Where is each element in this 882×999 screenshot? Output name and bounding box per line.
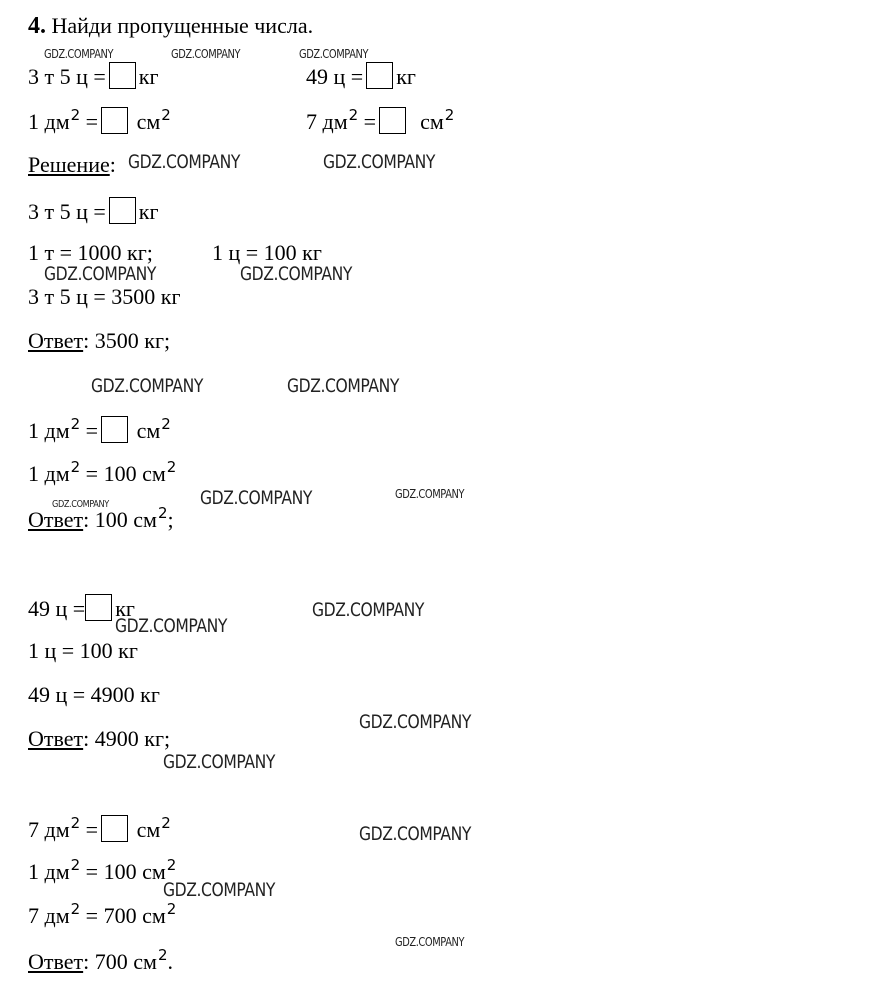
expr-text: = [80,817,99,842]
expr-text: = 100 см [80,461,166,486]
watermark: GDZ.COMPANY [52,499,109,510]
task-number: 4. [28,13,46,39]
superscript: 2 [166,458,177,476]
answer-value: : 3500 кг; [83,328,171,353]
answer-box [366,62,393,89]
unit-text: см [420,109,444,134]
s3-line2 [28,682,160,708]
expr-text: 7 дм [28,903,70,928]
expr-text: 1 дм [28,859,70,884]
expr-text: 49 ц = [28,596,86,621]
s3-line1 [28,638,138,664]
expr-text: 7 дм [28,817,70,842]
watermark: GDZ.COMPANY [163,879,276,901]
answer-label: Ответ [28,726,84,751]
task-text: Найди пропущенные числа. [51,13,314,38]
unit-text: см [136,109,161,134]
answer-box [109,62,136,89]
s2-question [28,416,171,446]
s2-line1 [28,458,177,489]
watermark: GDZ.COMPANY [163,751,276,773]
expr-text: 49 ц = 4900 кг [28,682,160,707]
superscript: 2 [161,814,171,832]
answer-box [379,107,406,134]
expr-text: = [80,418,99,443]
solution-heading [28,152,116,178]
superscript: 2 [157,946,168,964]
answer-box [101,815,128,842]
expr-text: 3 т 5 ц = [28,199,106,224]
expr-text: 3 т 5 ц = 3500 кг [28,284,181,309]
watermark: GDZ.COMPANY [323,151,436,173]
watermark: GDZ.COMPANY [287,375,400,397]
unit-text: см [136,418,161,443]
superscript: 2 [157,504,168,522]
watermark: GDZ.COMPANY [44,263,157,285]
superscript: 2 [166,856,177,874]
watermark: GDZ.COMPANY [299,47,369,61]
expr-text: 1 т = 1000 кг; [28,240,153,265]
unit-text: кг [138,199,159,224]
expr-text: = [80,109,99,134]
problem-row1-right [306,62,416,90]
answer-box [101,107,128,134]
watermark: GDZ.COMPANY [91,375,204,397]
unit-text: кг [396,64,416,89]
unit-text: см [136,817,161,842]
s1-question [28,197,159,225]
answer-box [101,416,128,443]
superscript: 2 [348,106,359,124]
superscript: 2 [166,900,177,918]
watermark: GDZ.COMPANY [200,487,313,509]
answer-value: : 700 см [83,949,157,974]
superscript: 2 [161,106,171,124]
answer-value: : 4900 кг; [83,726,171,751]
expr-text: 3 т 5 ц = [28,64,106,89]
watermark: GDZ.COMPANY [359,823,472,845]
watermark: GDZ.COMPANY [115,615,228,637]
superscript: 2 [70,900,81,918]
expr-text: 1 дм [28,109,70,134]
s4-question [28,815,171,845]
s4-line1 [28,856,177,887]
expr-text: = 700 см [80,903,166,928]
watermark: GDZ.COMPANY [128,151,241,173]
watermark: GDZ.COMPANY [359,711,472,733]
watermark: GDZ.COMPANY [171,47,241,61]
superscript: 2 [70,856,81,874]
solution-label: Решение [28,152,110,177]
s3-answer [28,726,170,752]
superscript: 2 [70,415,81,433]
punctuation: ; [167,507,174,532]
expr-text: 7 дм [306,109,348,134]
s1-line2 [28,284,181,310]
expr-text: 49 ц = [306,64,364,89]
expr-text: 1 ц = 100 кг [28,638,138,663]
superscript: 2 [161,415,171,433]
s1-answer [28,328,170,354]
answer-box [85,594,112,621]
expr-text: = [358,109,377,134]
answer-value: : 100 см [83,507,157,532]
superscript: 2 [70,458,81,476]
problem-row2-left [28,107,171,137]
task-title [28,12,313,40]
unit-text: кг [115,596,135,621]
watermark: GDZ.COMPANY [44,47,114,61]
watermark: GDZ.COMPANY [395,487,465,501]
superscript: 2 [444,106,455,124]
s4-line2 [28,900,177,931]
expr-text: 1 дм [28,461,70,486]
watermark: GDZ.COMPANY [312,599,425,621]
s4-answer [28,946,173,977]
problem-row2-right [306,107,454,137]
expr-text: 1 дм [28,418,70,443]
colon: : [109,152,116,177]
watermark: GDZ.COMPANY [240,263,353,285]
answer-label: Ответ [28,507,84,532]
expr-text: = 100 см [80,859,166,884]
problem-row1-left [28,62,159,90]
punctuation: . [167,949,173,974]
watermark: GDZ.COMPANY [395,935,465,949]
expr-text: 1 ц = 100 кг [212,240,322,265]
superscript: 2 [70,106,81,124]
answer-label: Ответ [28,949,84,974]
answer-label: Ответ [28,328,84,353]
superscript: 2 [70,814,81,832]
answer-box [109,197,136,224]
unit-text: кг [138,64,159,89]
